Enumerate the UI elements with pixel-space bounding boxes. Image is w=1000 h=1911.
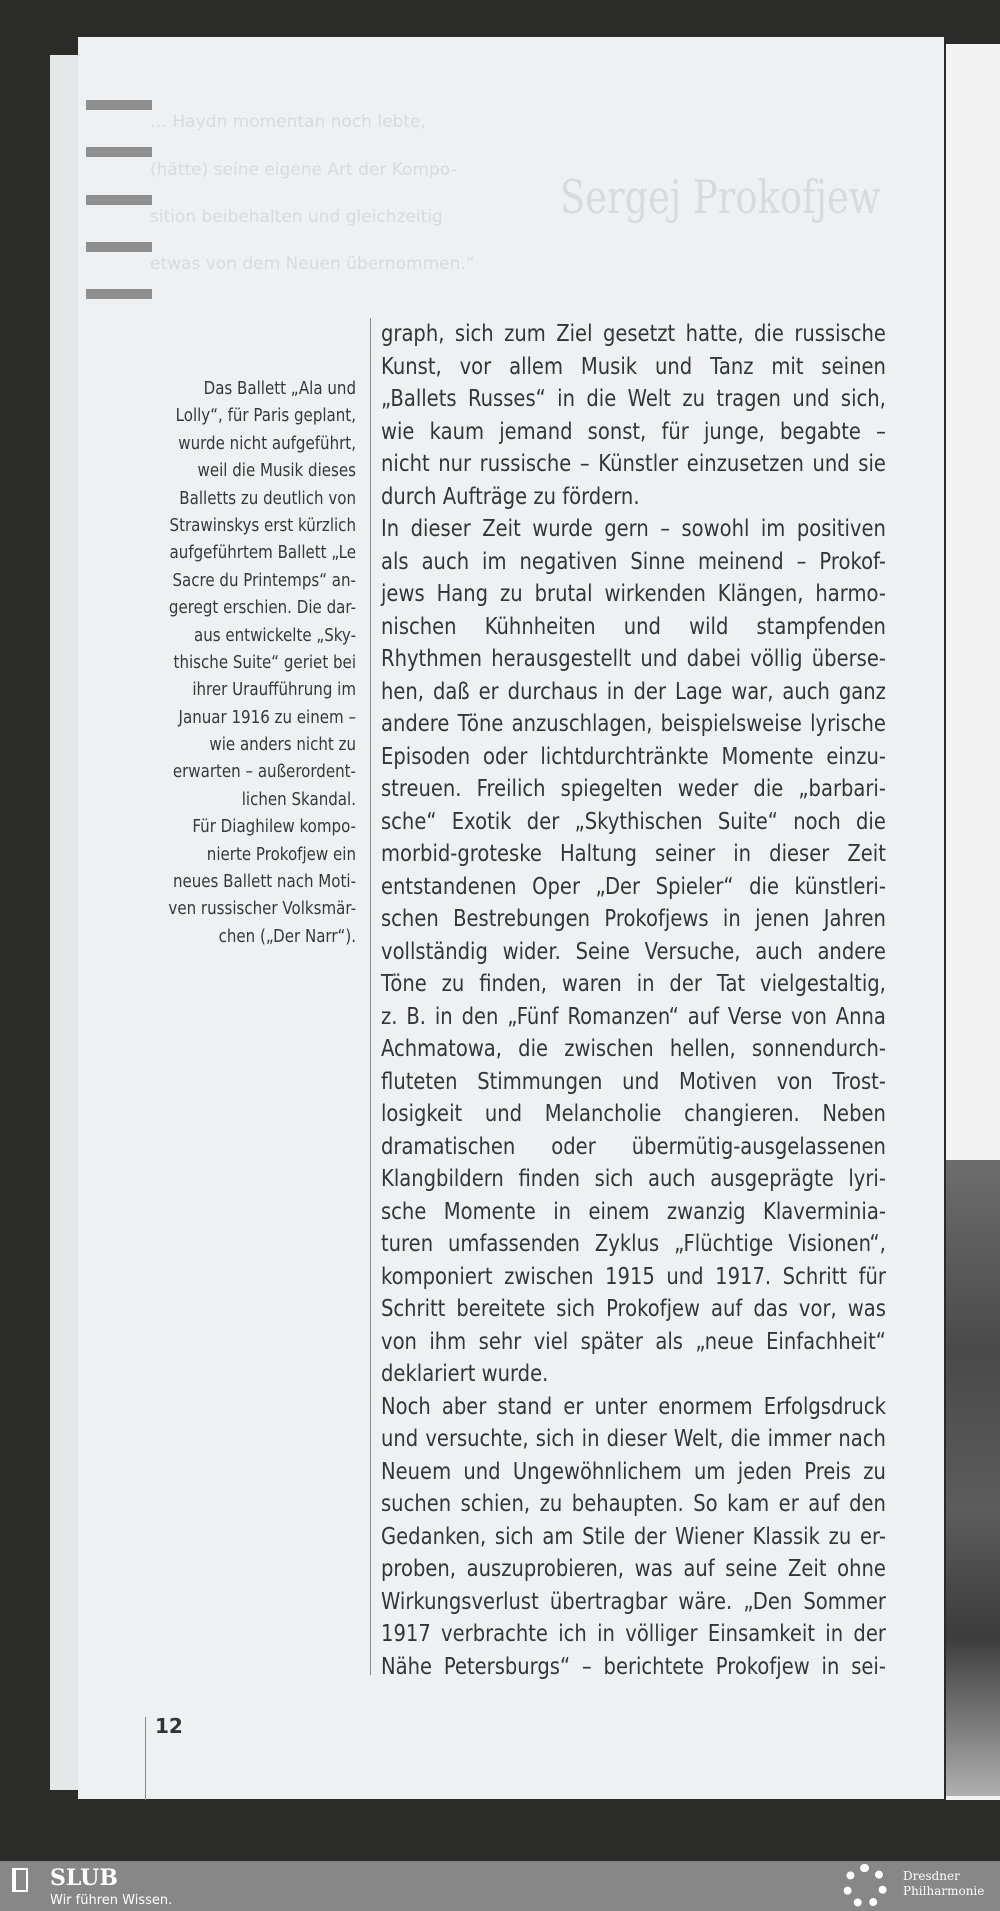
- philharmonie-logo-icon: [843, 1864, 887, 1908]
- text-line: andere Töne anzuschlagen, beispielsweise lyrische: [381, 711, 886, 737]
- text-line: Töne zu finden, waren in der Tat vielgestaltig,: [381, 971, 886, 997]
- page-stack-edge: [50, 55, 80, 1790]
- text-line: morbid-groteske Haltung seiner in dieser Zeit: [381, 841, 886, 867]
- text-line: hen, daß er durchaus in der Lage war, auch ganz: [381, 678, 886, 705]
- page-number-rule: [145, 1717, 146, 1800]
- sidebar-line: Strawinskys erst kürzlich: [169, 515, 356, 536]
- sidebar-line: Sacre du Printemps“ an-: [172, 570, 356, 591]
- text-line: vollständig wider. Seine Versuche, auch andere: [381, 938, 886, 965]
- text-line: Noch aber stand er unter enormem Erfolgsdruck: [381, 1393, 886, 1420]
- column-divider: [370, 318, 371, 1675]
- text-line: streuen. Freilich spiegelten weder die „barbari-: [381, 776, 886, 802]
- text-line: sche“ Exotik der „Skythischen Suite“ noch die: [381, 808, 886, 835]
- text-line: und versuchte, sich in dieser Welt, die immer nach: [381, 1426, 886, 1452]
- text-line: von ihm sehr viel später als „neue Einfachheit“: [381, 1328, 886, 1355]
- sidebar-line: aufgeführtem Ballett „Le: [169, 543, 356, 564]
- text-line: turen umfassenden Zyklus „Flüchtige Visionen“,: [381, 1231, 886, 1257]
- text-line: entstandenen Oper „Der Spieler“ die künstleri-: [381, 873, 886, 900]
- sidebar-line: Für Diaghilew kompo-: [192, 817, 356, 838]
- text-line: proben, auszuprobieren, was auf seine Zeit ohne: [381, 1556, 886, 1582]
- sidebar-line: wurde nicht aufgeführt,: [178, 433, 356, 454]
- sidebar-line: nierte Prokofjew ein: [206, 844, 356, 865]
- text-line: 1917 verbrachte ich in völliger Einsamkeit in der: [381, 1621, 886, 1647]
- philharmonie-logo[interactable]: [903, 1869, 984, 1899]
- text-line: Rhythmen herausgestellt und dabei völlig überse-: [381, 646, 886, 672]
- sidebar-line: ihrer Uraufführung im: [192, 680, 356, 701]
- register-tab: [86, 289, 152, 299]
- register-tab: [86, 100, 152, 110]
- sidebar-line: wie anders nicht zu: [209, 735, 356, 756]
- text-line: komponiert zwischen 1915 und 1917. Schritt für: [381, 1263, 886, 1290]
- text-line: Klangbildern finden sich auch ausgeprägte lyri-: [381, 1166, 886, 1192]
- text-line: nischen Kühnheiten und wild stampfenden: [381, 613, 886, 640]
- page-number: 12: [155, 1714, 183, 1738]
- ghost-quote-line: (hätte) seine eigene Art der Kompo-: [150, 160, 457, 180]
- sidebar-line: Balletts zu deutlich von: [179, 488, 356, 509]
- text-line: schen Bestrebungen Prokofjews in jenen Jahren: [381, 906, 886, 932]
- sidebar-line: erwarten – außerordent-: [172, 762, 356, 783]
- partner-line: Dresdner: [903, 1869, 960, 1883]
- sidebar-line: chen („Der Narr“).: [218, 926, 356, 947]
- sidebar-line: neues Ballett nach Moti-: [172, 872, 356, 893]
- register-tab: [86, 195, 152, 205]
- sidebar-note: [90, 376, 356, 951]
- text-line: wie kaum jemand sonst, für junge, begabte –: [381, 418, 886, 445]
- text-line: dramatischen oder übermütig-ausgelassenen: [381, 1133, 886, 1160]
- text-line: z. B. in den „Fünf Romanzen“ auf Verse von Anna: [381, 1003, 886, 1030]
- text-line: Nähe Petersburgs“ – berichtete Prokofjew in sei-: [381, 1653, 886, 1680]
- text-line: In dieser Zeit wurde gern – sowohl im positiven: [381, 516, 886, 542]
- text-line: losigkeit und Melancholie changieren. Neben: [381, 1101, 886, 1127]
- sidebar-line: Das Ballett „Ala und: [203, 379, 356, 399]
- ghost-quote-line: sition beibehalten und gleichzeitig: [150, 207, 443, 227]
- sidebar-line: Januar 1916 zu einem –: [178, 707, 356, 728]
- sidebar-line: aus entwickelte „Sky-: [193, 625, 356, 646]
- text-line: suchen schien, zu behaupten. So kam er auf den: [381, 1491, 886, 1517]
- text-line: fluteten Stimmungen und Motiven von Trost-: [381, 1068, 886, 1095]
- text-line: Episoden oder lichtdurchtränkte Momente einzu-: [381, 743, 886, 770]
- text-line: graph, sich zum Ziel gesetzt hatte, die russische: [381, 321, 886, 347]
- register-tab: [86, 242, 152, 252]
- ghost-quote-line: etwas von dem Neuen übernommen.“: [150, 254, 475, 274]
- book-icon: [12, 1868, 28, 1892]
- text-line: Schritt bereitete sich Prokofjew auf das vor, was: [381, 1296, 886, 1322]
- slub-tagline: Wir führen Wissen.: [50, 1893, 173, 1908]
- text-line: Wirkungsverlust übertragbar wäre. „Den Sommer: [381, 1588, 886, 1615]
- sidebar-line: geregt erschien. Die dar-: [168, 598, 356, 619]
- text-line: jews Hang zu brutal wirkenden Klängen, harmo-: [381, 581, 886, 607]
- register-tab: [86, 147, 152, 157]
- text-line: Achmatowa, die zwischen hellen, sonnendurch-: [381, 1036, 886, 1062]
- sidebar-line: thische Suite“ geriet bei: [173, 652, 356, 673]
- text-line: Kunst, vor allem Musik und Tanz mit seinen: [381, 353, 886, 380]
- text-line: nicht nur russische – Künstler einzusetzen und sie: [381, 451, 886, 477]
- sidebar-line: ven russischer Volksmär-: [168, 899, 356, 920]
- sidebar-line: weil die Musik dieses: [197, 461, 356, 482]
- text-line: Neuem und Ungewöhnlichem um jeden Preis zu: [381, 1458, 886, 1485]
- footer-bar: [0, 1861, 1000, 1911]
- text-line: als auch im negativen Sinne meinend – Prokof-: [381, 548, 886, 575]
- sidebar-line: Lolly“, für Paris geplant,: [175, 406, 356, 427]
- sidebar-line: lichen Skandal.: [241, 789, 356, 810]
- partner-line: Philharmonie: [903, 1884, 985, 1898]
- text-line: „Ballets Russes“ in die Welt zu tragen und sich,: [381, 386, 886, 412]
- body-text: [381, 318, 886, 1683]
- text-line: durch Aufträge zu fördern.: [381, 483, 640, 510]
- text-line: deklariert wurde.: [381, 1361, 549, 1387]
- ghost-quote-line: … Haydn momentan noch lebte,: [150, 112, 426, 132]
- slub-logo[interactable]: SLUB: [50, 1865, 118, 1891]
- ghost-title: Sergej Prokofjew: [560, 170, 881, 224]
- text-line: Gedanken, sich am Stile der Wiener Klassik zu er-: [381, 1523, 886, 1550]
- text-line: sche Momente in einem zwanzig Klaverminia-: [381, 1198, 886, 1225]
- facing-page-photo: [946, 1160, 1000, 1796]
